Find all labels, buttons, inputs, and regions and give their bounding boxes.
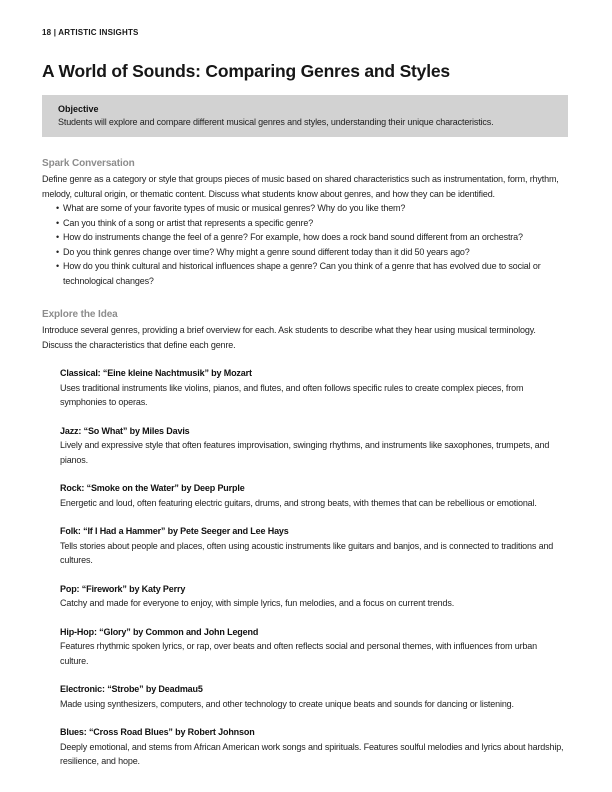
genre-description: Tells stories about people and places, often using acoustic instruments like guitars and banjos, and is connected to traditions and cultures. — [60, 540, 554, 565]
genre-description: Features rhythmic spoken lyrics, or rap, over beats and often reflects social and personal themes, with influences from urban culture. — [60, 641, 537, 666]
discussion-bullet-item — [42, 201, 568, 216]
genre-block — [60, 582, 564, 611]
objective-text: Students will explore and compare different musical genres and styles, understanding their unique characteristics. — [58, 117, 494, 127]
genre-block — [60, 481, 564, 510]
discussion-bullet-text: Do you think genres change over time? Why might a genre sound different today than it did 50 years ago? — [63, 246, 470, 257]
spark-intro-paragraph: Define genre as a category or style that groups pieces of music based on shared characteristics such as instrumentation, form, rhythm, melody, cultural origin, or thematic content. Discuss what students know about genres, and how they can be identified. — [42, 174, 559, 199]
genre-description: Deeply emotional, and stems from African American work songs and spirituals. Features soulful melodies and lyrics about hardship, resilience, and hope. — [60, 741, 564, 766]
genre-description: Lively and expressive style that often features improvisation, swinging rhythms, and instruments like saxophones, trumpets, and pianos. — [60, 440, 550, 465]
genre-list — [42, 366, 568, 769]
bullet-dot-icon: • — [56, 232, 60, 242]
genre-block — [60, 725, 564, 769]
genre-heading: Electronic: “Strobe” by Deadmau5 — [60, 684, 203, 694]
page-title: A World of Sounds: Comparing Genres and Styles — [42, 61, 450, 81]
bullet-dot-icon: • — [56, 203, 60, 213]
objective-box — [42, 95, 568, 137]
genre-block — [60, 524, 564, 568]
discussion-bullet-text: Can you think of a song or artist that represents a specific genre? — [63, 217, 314, 228]
discussion-bullet-item — [42, 216, 568, 231]
genre-description: Made using synthesizers, computers, and other technology to create unique beats and sounds for dancing or listening. — [60, 698, 514, 709]
discussion-bullet-item — [42, 230, 568, 245]
bullet-dot-icon: • — [56, 246, 60, 257]
genre-heading: Pop: “Firework” by Katy Perry — [60, 583, 186, 594]
genre-heading: Hip-Hop: “Glory” by Common and John Legend — [60, 626, 259, 637]
genre-heading: Folk: “If I Had a Hammer” by Pete Seeger and Lee Hays — [60, 526, 289, 536]
running-header: 18 | ARTISTIC INSIGHTS — [42, 28, 139, 37]
spark-bullet-list — [42, 201, 568, 288]
explore-intro-paragraph: Introduce several genres, providing a brief overview for each. Ask students to describe what they hear using musical terminology. Discuss the characteristics that define each genre. — [42, 325, 536, 350]
bullet-dot-icon: • — [56, 217, 60, 228]
genre-description: Energetic and loud, often featuring electric guitars, drums, and strong beats, with themes that can be rebellious or emotional. — [60, 497, 537, 508]
bullet-dot-icon: • — [56, 261, 60, 271]
genre-heading: Classical: “Eine kleine Nachtmusik” by Mozart — [60, 368, 252, 378]
genre-heading: Jazz: “So What” by Miles Davis — [60, 425, 190, 436]
genre-block — [60, 625, 564, 669]
genre-heading: Blues: “Cross Road Blues” by Robert Johnson — [60, 727, 255, 737]
discussion-bullet-item — [42, 259, 568, 288]
genre-block — [60, 682, 564, 711]
genre-description: Catchy and made for everyone to enjoy, with simple lyrics, fun melodies, and a focus on current trends. — [60, 598, 455, 608]
section-heading-explore-idea: Explore the Idea — [42, 309, 118, 320]
genre-block — [60, 366, 564, 410]
section-heading-spark-conversation: Spark Conversation — [42, 158, 135, 169]
discussion-bullet-item — [42, 245, 568, 260]
genre-heading: Rock: “Smoke on the Water” by Deep Purple — [60, 483, 245, 493]
discussion-bullet-text: How do you think cultural and historical influences shape a genre? Can you think of a genre that has evolved due to social or technological changes? — [63, 261, 541, 286]
genre-description: Uses traditional instruments like violins, pianos, and flutes, and often follows specific rules to create complex pieces, from symphonies to operas. — [60, 382, 524, 407]
objective-heading: Objective — [58, 104, 99, 114]
discussion-bullet-text: How do instruments change the feel of a genre? For example, how does a rock band sound different from an orchestra? — [63, 232, 523, 242]
genre-block — [60, 424, 564, 468]
discussion-bullet-text: What are some of your favorite types of music or musical genres? Why do you like them? — [63, 203, 406, 213]
